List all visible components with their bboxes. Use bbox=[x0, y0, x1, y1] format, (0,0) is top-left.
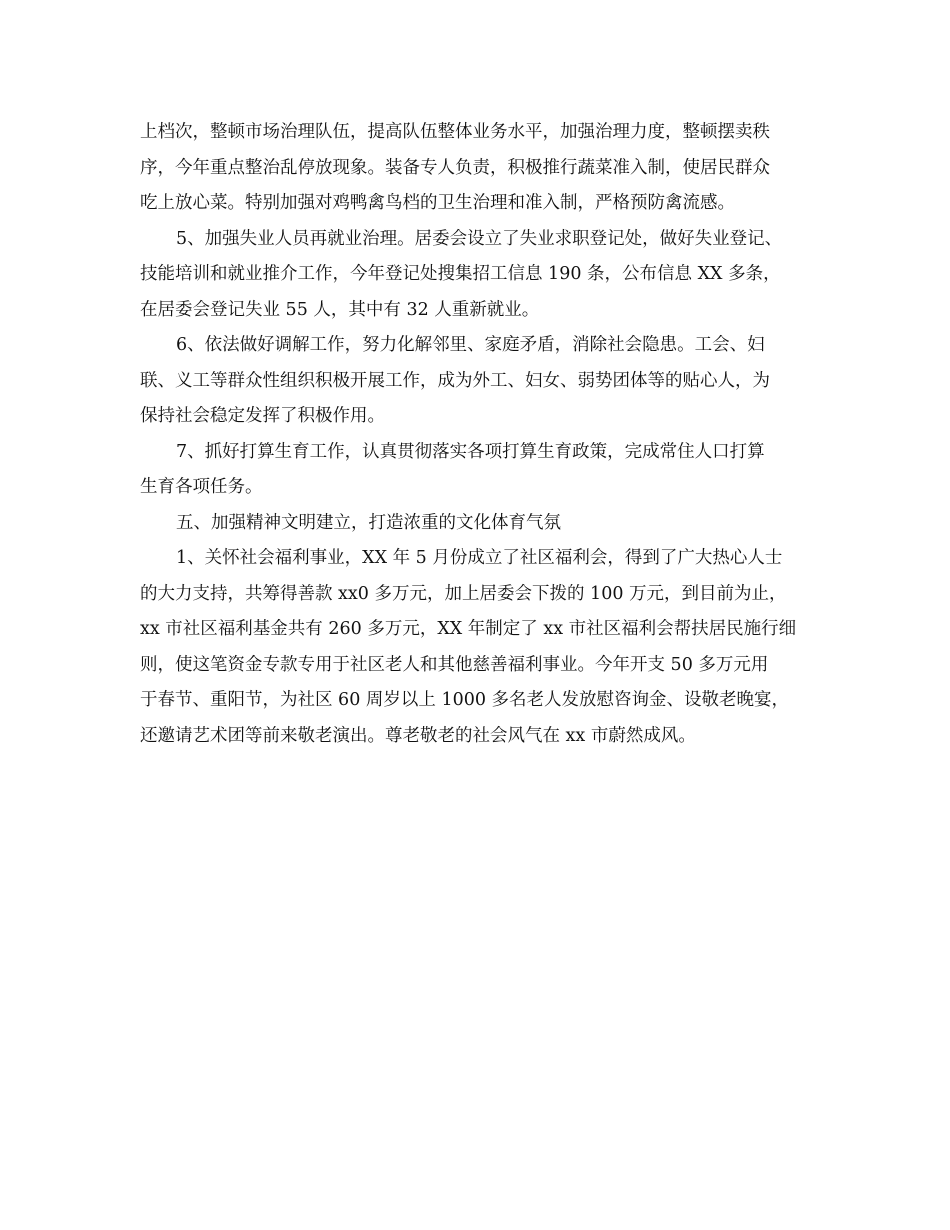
text-line: 序，今年重点整治乱停放现象。装备专人负责，积极推行蔬菜准入制，使居民群众 bbox=[140, 157, 770, 178]
section-heading: 五、加强精神文明建立，打造浓重的文化体育气氛 bbox=[176, 512, 561, 533]
paragraph-start-line: 6、依法做好调解工作，努力化解邻里、家庭矛盾，消除社会隐患。工会、妇 bbox=[176, 335, 765, 355]
text-line: 于春节、重阳节，为社区 60 周岁以上 1000 多名老人发放慰咨询金、设敬老晚宴， bbox=[140, 690, 790, 710]
text-line: 技能培训和就业推介工作，今年登记处搜集招工信息 190 条，公布信息 XX 多条， bbox=[140, 264, 781, 284]
text-line: 保持社会稳定发挥了积极作用。 bbox=[140, 406, 385, 426]
paragraph-start-line: 1、关怀社会福利事业，XX 年 5 月份成立了社区福利会，得到了广大热心人士 bbox=[176, 548, 783, 568]
paragraph-start-line: 7、抓好打算生育工作，认真贯彻落实各项打算生育政策，完成常住人口打算 bbox=[176, 441, 765, 462]
text-line: 则，使这笔资金专款专用于社区老人和其他慈善福利事业。今年开支 50 多万元用 bbox=[140, 654, 769, 675]
text-line: 还邀请艺术团等前来敬老演出。尊老敬老的社会风气在 xx 市蔚然成风。 bbox=[140, 725, 696, 746]
text-line: 联、义工等群众性组织积极开展工作，成为外工、妇女、弱势团体等的贴心人，为 bbox=[140, 370, 770, 391]
text-line: xx 市社区福利基金共有 260 多万元，XX 年制定了 xx 市社区福利会帮扶居民施行细 bbox=[140, 619, 797, 639]
text-line: 的大力支持，共筹得善款 xx0 多万元，加上居委会下拨的 100 万元，到目前为止， bbox=[140, 583, 787, 604]
text-line: 在居委会登记失业 55 人，其中有 32 人重新就业。 bbox=[140, 299, 540, 320]
text-line: 生育各项任务。 bbox=[140, 477, 263, 497]
document-body bbox=[140, 115, 820, 754]
text-line: 吃上放心菜。特别加强对鸡鸭禽鸟档的卫生治理和准入制，严格预防禽流感。 bbox=[140, 193, 735, 213]
text-line: 上档次，整顿市场治理队伍，提高队伍整体业务水平，加强治理力度，整顿摆卖秩 bbox=[140, 122, 770, 142]
paragraph-start-line: 5、加强失业人员再就业治理。居委会设立了失业求职登记处，做好失业登记、 bbox=[176, 228, 783, 249]
